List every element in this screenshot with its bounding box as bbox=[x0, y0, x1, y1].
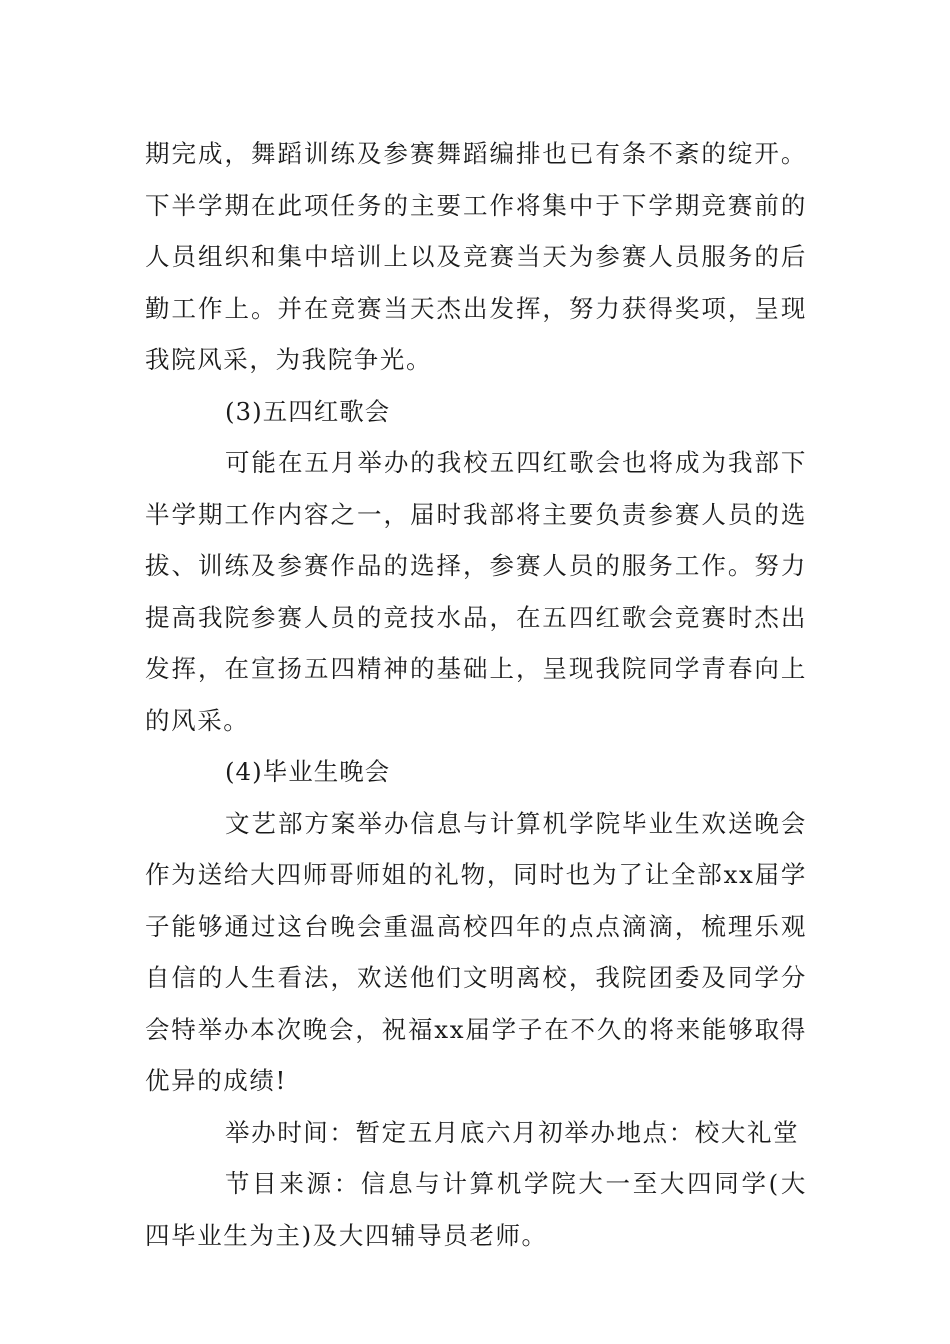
heading-red-song-concert: (3)五四红歌会 bbox=[225, 396, 391, 426]
paragraph-red-song-concert: 可能在五月举办的我校五四红歌会也将成为我部下半学期工作内容之一，届时我部将主要负责参赛人员的选拔、训练及参赛作品的选择，参赛人员的服务工作。努力提高我院参赛人员的竞技水品，在五四红歌会竞赛时杰出发挥，在宣扬五四精神的基础上，呈现我院同学青春向上的风采。 bbox=[145, 448, 807, 735]
paragraph-dance-training: 期完成，舞蹈训练及参赛舞蹈编排也已有条不紊的绽开。下半学期在此项任务的主要工作将集中于下学期竞赛前的人员组织和集中培训上以及竞赛当天为参赛人员服务的后勤工作上。并在竞赛当天杰出发挥，努力获得奖项，呈现我院风采，为我院争光。 bbox=[145, 139, 807, 374]
paragraph-event-time-place: 举办时间：暂定五月底六月初举办地点：校大礼堂 bbox=[225, 1117, 800, 1147]
paragraph-program-source: 节目来源：信息与计算机学院大一至大四同学(大四毕业生为主)及大四辅导员老师。 bbox=[145, 1169, 807, 1250]
document-page bbox=[145, 128, 807, 1261]
heading-graduation-party: (4)毕业生晚会 bbox=[225, 757, 391, 786]
paragraph-graduation-party: 文艺部方案举办信息与计算机学院毕业生欢送晚会作为送给大四师哥师姐的礼物，同时也为了让全部xx届学子能够通过这台晚会重温高校四年的点点滴滴，梳理乐观自信的人生看法，欢送他们文明离校，我院团委及同学分会特举办本次晚会，祝福xx届学子在不久的将来能够取得优异的成绩! bbox=[145, 808, 807, 1095]
